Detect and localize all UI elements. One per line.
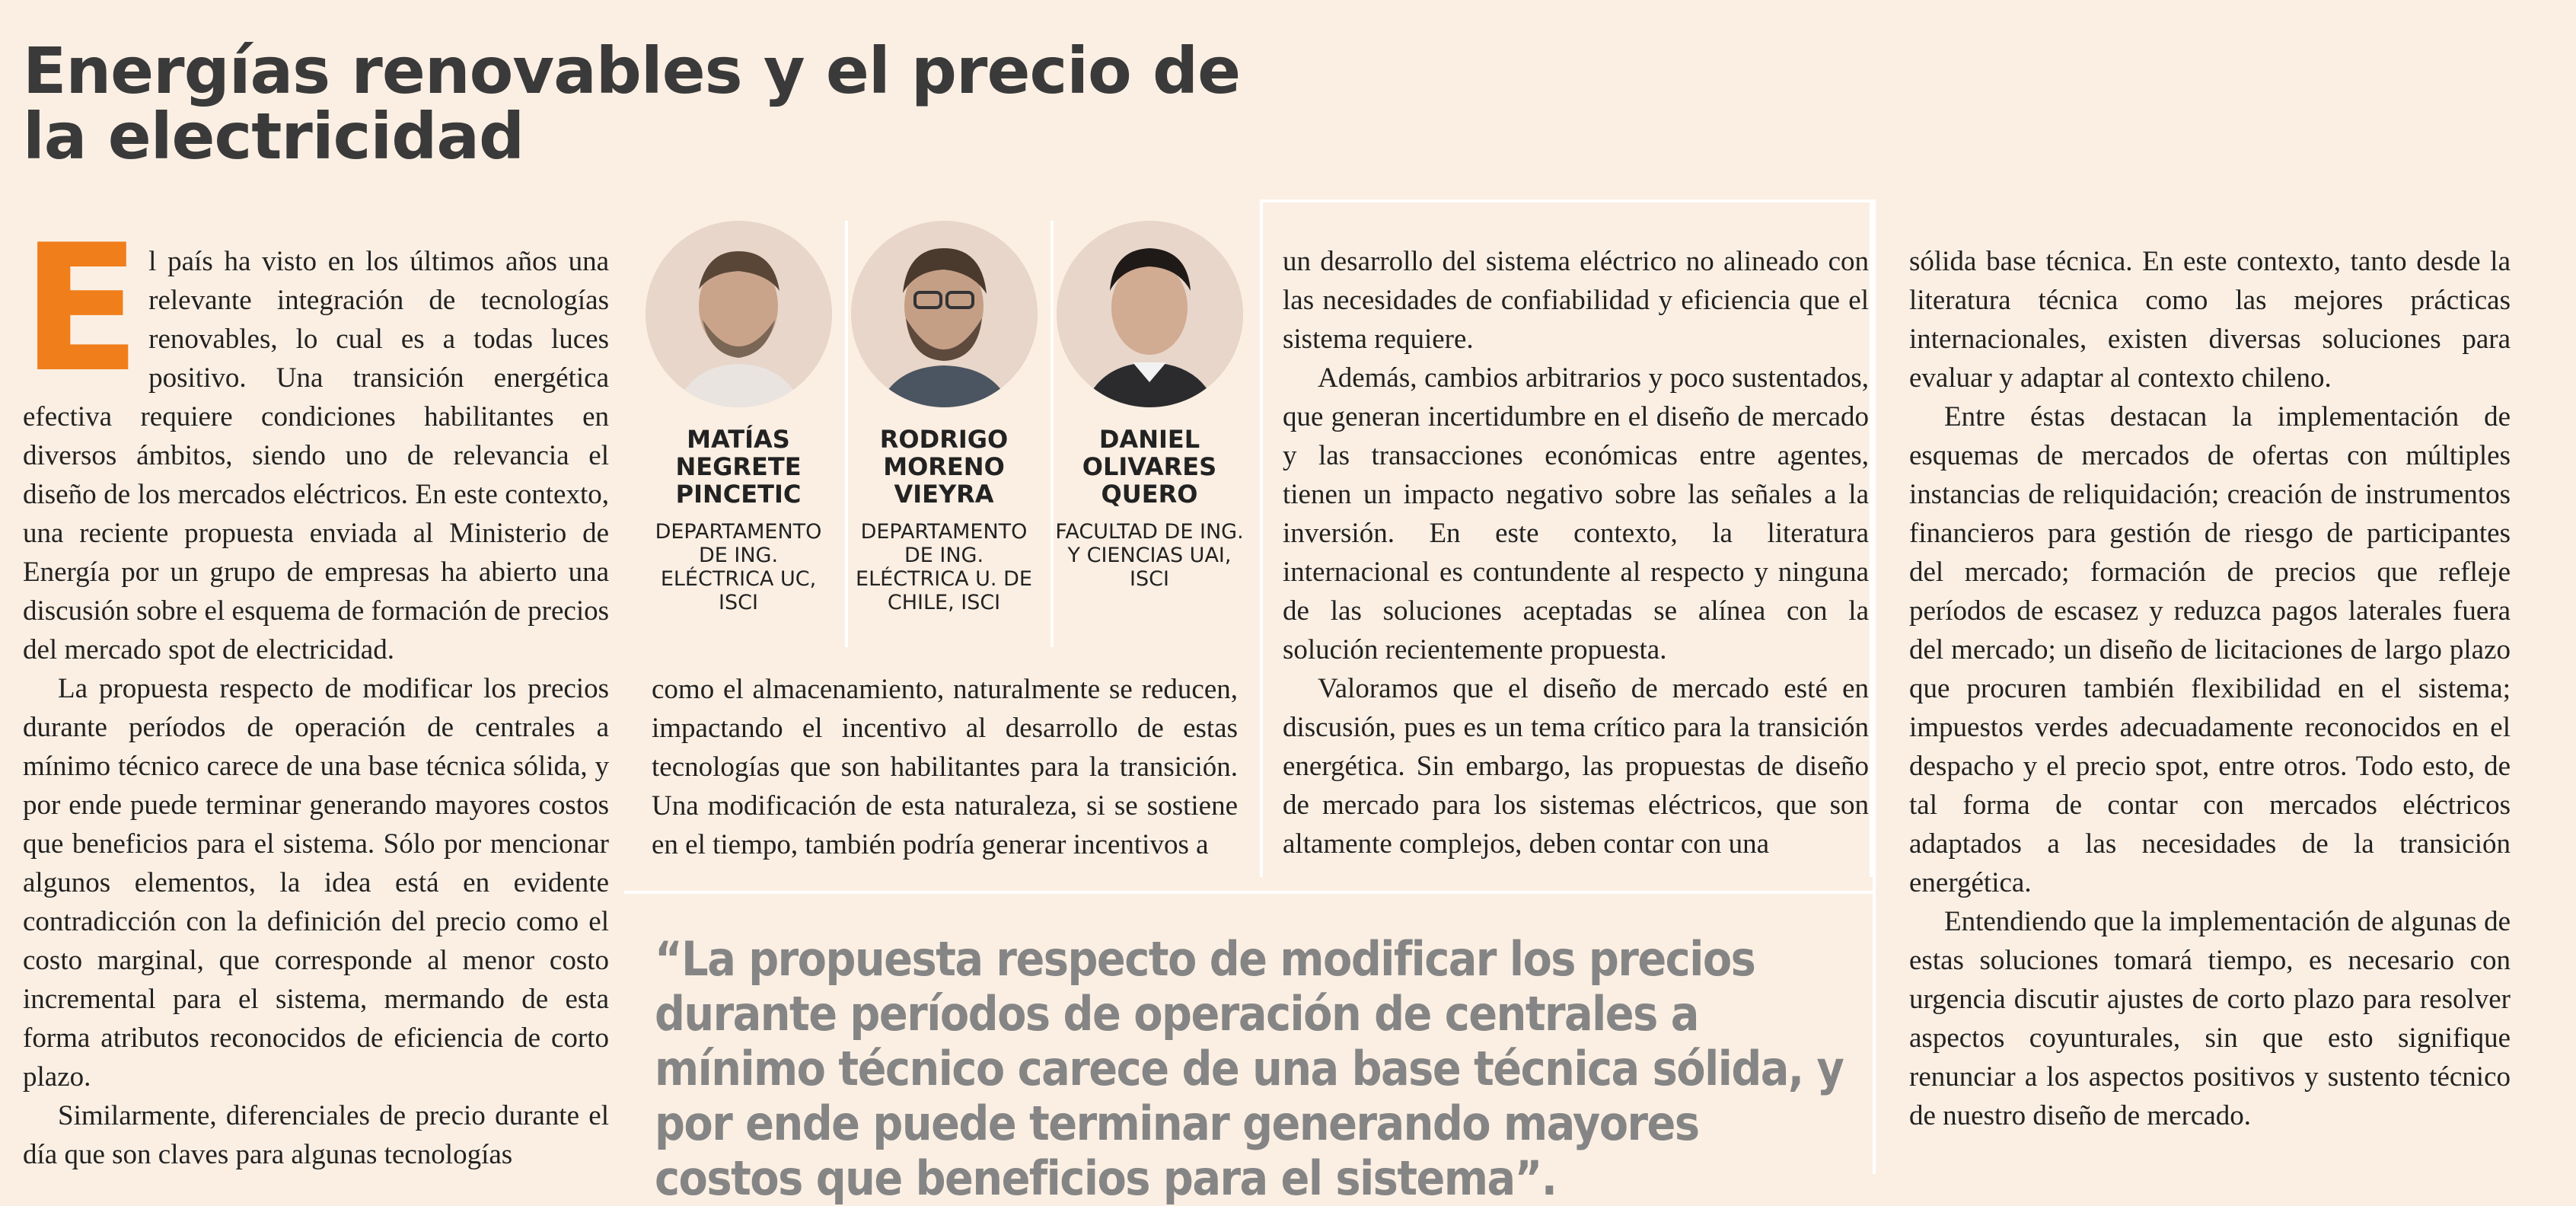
author-name: MATÍAS NEGRETE PINCETIC: [675, 425, 802, 509]
column-3-paragraph-3: Valoramos que el diseño de mercado esté en discusión, pues es un tema crítico para la transición energética. Sin embargo, las propuestas de diseño de mercado para los sistemas eléctricos, que son altamente complejos, deben contar con una: [1283, 673, 1869, 860]
author-card: [849, 221, 1039, 614]
drop-cap: E: [21, 208, 142, 411]
author-card: [1054, 221, 1245, 591]
column-1-paragraph-1: l país ha visto en los últimos años una relevante integración de tecnologías renovables, lo cual es a todas luces positivo. Una transición energética efectiva requiere condiciones habilitantes en diversos ámbitos, siendo uno de relevancia el diseño de los mercados eléctricos. En este contexto, una reciente propuesta enviada al Ministerio de Energía por un grupo de empresas ha abierto una discusión sobre el esquema de formación de precios del mercado spot de electricidad.: [23, 246, 609, 665]
column-3-paragraph-2: Además, cambios arbitrarios y poco sustentados, que generan incertidumbre en el diseño de mercado y las transacciones económicas entre agentes, tienen un impacto negativo sobre las señales a la inversión. En este contexto, la literatura internacional es contundente al respecto y ninguna de las soluciones aceptadas se alínea con la solución recientemente propuesta.: [1283, 362, 1869, 665]
author-name: RODRIGO MORENO VIEYRA: [879, 425, 1009, 509]
author-card: [643, 221, 834, 614]
author-photo: [1057, 221, 1243, 407]
author-affiliation: DEPARTAMENTO DE ING. ELÉCTRICA UC, ISCI: [655, 520, 822, 614]
column-4-paragraph-3: Entendiendo que la implementación de algunas de estas soluciones tomará tiempo, es necesario con urgencia discutir ajustes de corto plazo para resolver aspectos coyunturales, sin que esto signifique renunciar a los aspectos positivos y sustento técnico de nuestro diseño de mercado.: [1909, 906, 2511, 1131]
author-photo: [646, 221, 832, 407]
author-divider: [845, 221, 848, 647]
column-4-divider: [1873, 199, 1883, 1174]
column-3: [1283, 242, 1869, 863]
author-affiliation: DEPARTAMENTO DE ING. ELÉCTRICA U. DE CHILE, ISCI: [856, 520, 1032, 614]
column-3-paragraph-1: un desarrollo del sistema eléctrico no alineado con las necesidades de confiabilidad y eficiencia que el sistema requiere.: [1283, 246, 1869, 355]
pull-quote: “La propuesta respecto de modificar los precios durante períodos de operación de centrales a mínimo técnico carece de una base técnica sólida, y por ende puede terminar generando mayores costos que beneficios para el sistema”.: [655, 931, 1844, 1206]
authors-block: [643, 221, 1245, 647]
pull-quote-box: [624, 891, 1873, 1206]
column-4-paragraph-1: sólida base técnica. En este contexto, tanto desde la literatura técnica como las mejores prácticas internacionales, existen diversas soluciones para evaluar y adaptar al contexto chileno.: [1909, 246, 2511, 394]
column-4: [1909, 242, 2511, 1135]
author-name: DANIEL OLIVARES QUERO: [1082, 425, 1217, 509]
column-1: [21, 208, 609, 1174]
author-photo: [851, 221, 1038, 407]
column-1-paragraph-3: Similarmente, diferenciales de precio durante el día que son claves para algunas tecnologías: [23, 1100, 609, 1170]
column-1-paragraph-2: La propuesta respecto de modificar los precios durante períodos de operación de centrales a mínimo técnico carece de una base técnica sólida, y por ende puede terminar generando mayores costos que beneficios para el sistema. Sólo por mencionar algunos elementos, la idea está en evidente contradicción con la definición del precio como el costo marginal, que corresponde al menor costo incremental para el sistema, mermando de esta forma atributos reconocidos de eficiencia de corto plazo.: [23, 673, 609, 1093]
author-affiliation: FACULTAD DE ING. Y CIENCIAS UAI, ISCI: [1055, 520, 1244, 591]
column-4-paragraph-2: Entre éstas destacan la implementación de esquemas de mercados de ofertas con múltiples instancias de reliquidación; creación de instrumentos financieros para gestión de riesgo de participantes del mercado; formación de precios que refleje períodos de escasez y reduzca pagos laterales fuera del mercado; un diseño de licitaciones de largo plazo que procuren también flexibilidad en el sistema; impuestos verdes adecuadamente reconocidos en el despacho y el precio spot, entre otros. Todo esto, de tal forma de contar con mercados eléctricos adaptados a las necesidades de la transición energética.: [1909, 401, 2511, 898]
author-divider: [1050, 221, 1054, 647]
column-2-paragraph-1: como el almacenamiento, naturalmente se reducen, impactando el incentivo al desarrollo de estas tecnologías que son habilitantes para la transición. Una modificación de esta naturaleza, si se sostiene en el tiempo, también podría generar incentivos a: [652, 674, 1238, 860]
column-2: [652, 670, 1238, 864]
headline: Energías renovables y el precio de la electricidad: [23, 34, 1241, 174]
